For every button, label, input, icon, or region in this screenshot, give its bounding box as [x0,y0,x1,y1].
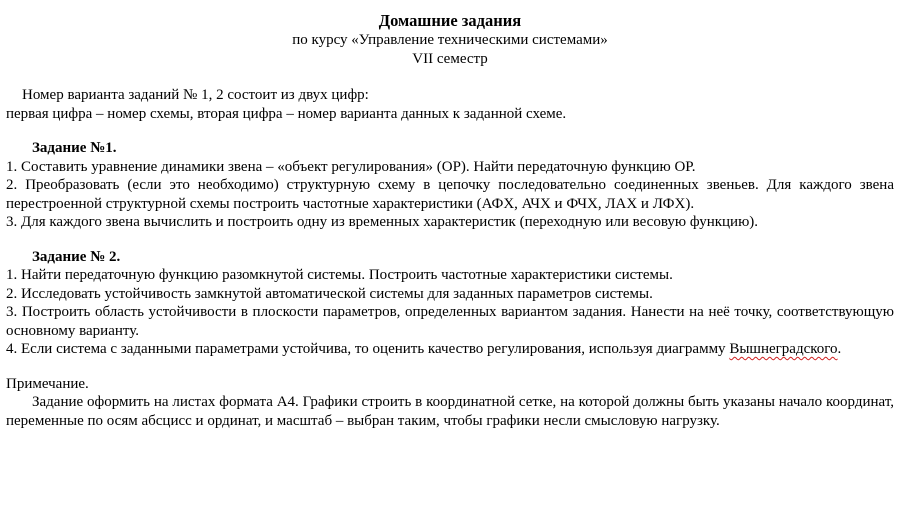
spacer [6,232,894,248]
note-heading: Примечание. [6,375,89,392]
intro-line-1: Номер варианта заданий № 1, 2 состоит из двух цифр: [22,87,369,103]
task1-heading: Задание №1. [32,140,117,156]
spacer [6,68,894,86]
intro-line-2: первая цифра – номер схемы, вторая цифра – номер варианта данных к заданной схеме. [6,105,567,122]
semester-label: VII семестр [412,50,488,67]
task2-heading: Задание № 2. [32,248,121,265]
task2-item-1: 1. Найти передаточную функцию разомкнутой системы. Построить частотные характеристики системы. [6,267,673,283]
document-title: Домашние задания [378,11,522,30]
task2-item-4 [6,340,894,359]
task1-item-1: 1. Составить уравнение динамики звена – «объект регулирования» (ОР). Найти передаточную функцию ОР. [6,158,696,175]
task2-item-3: 3. Построить область устойчивости в плоскости параметров, определенных вариантом задания. Нанести на неё точку, соответствующую основному варианту. [6,304,894,339]
task1-item-2: 2. Преобразовать (если это необходимо) структурную схему в цепочку последовательно соединенных звеньев. Для каждого звена перестроенной структурной схемы построить частотные характеристики (АФХ, АЧХ и ФЧХ, ЛАХ и ЛФХ). [6,177,894,212]
task1-item-3: 3. Для каждого звена вычислить и построить одну из временных характеристик (переходную или весовую функцию). [6,214,759,230]
note-text: Задание оформить на листах формата А4. Графики строить в координатной сетке, на которой должны быть указаны начало координат, переменные по осям абсцисс и ординат, и масштаб – выбран таким, чтобы графики несли смысловую нагрузку. [6,394,894,429]
task2-item-4-end: . [837,341,842,357]
task2-item-4-text: 4. Если система с заданными параметрами устойчива, то оценить качество регулирования, используя диаграмму [6,341,730,357]
spellcheck-underlined-word: Вышнеградского [729,341,838,357]
spacer [6,359,894,375]
spacer [6,123,894,139]
task2-item-2: 2. Исследовать устойчивость замкнутой автоматической системы для заданных параметров системы. [6,285,653,302]
course-subtitle: по курсу «Управление техническими системами» [292,32,608,48]
